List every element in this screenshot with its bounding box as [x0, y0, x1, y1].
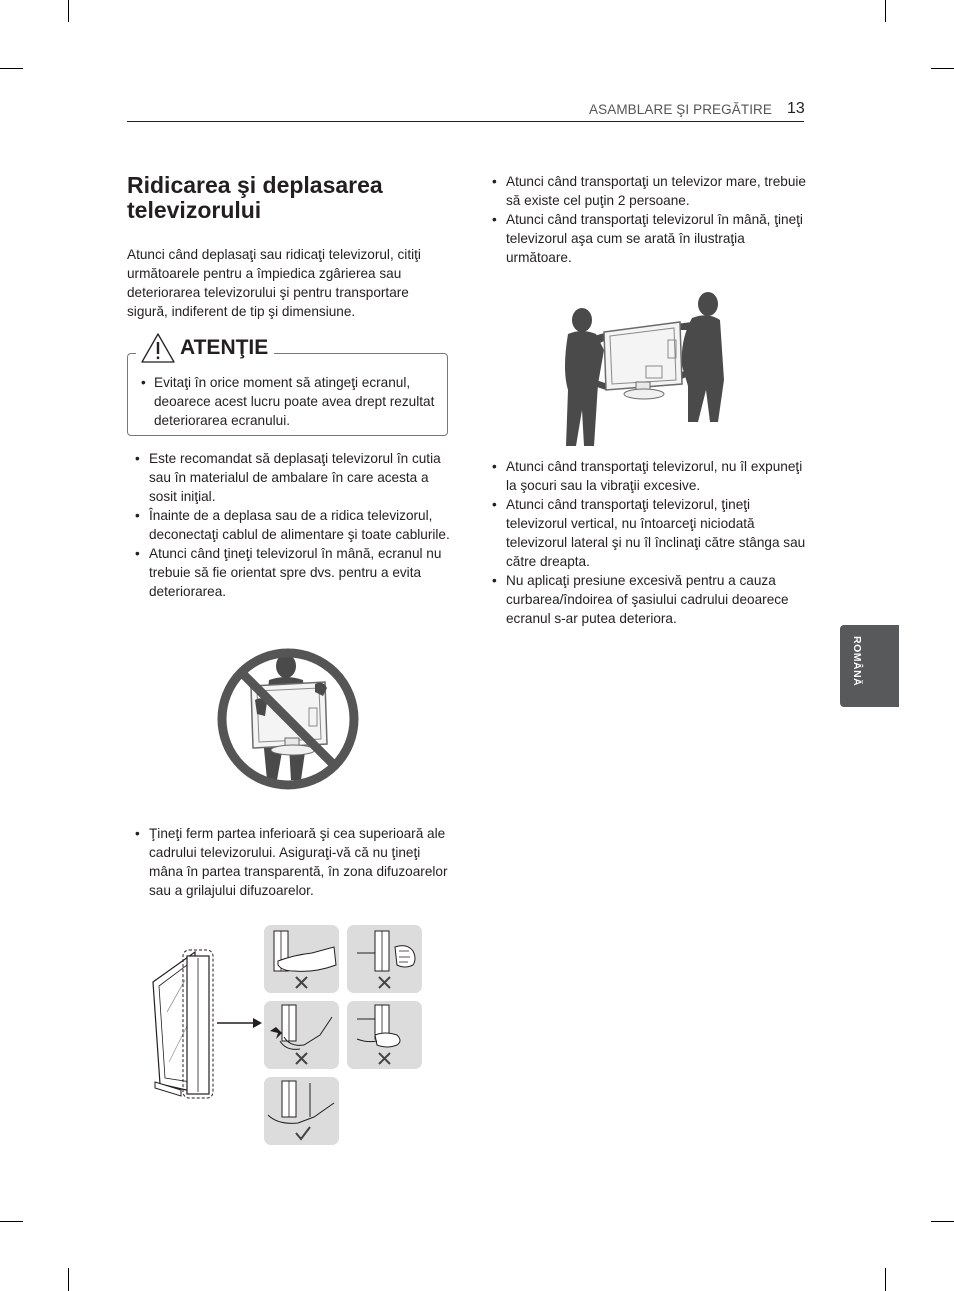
- crop-mark: [68, 0, 69, 22]
- caution-list: [128, 373, 443, 430]
- left-bullet-list-2: [127, 824, 452, 900]
- right-bullet-list: [484, 172, 809, 267]
- caution-heading: [136, 330, 274, 366]
- section-title: Ridicarea şi deplasarea televizorului: [127, 172, 383, 223]
- list-item: • Ţineţi ferm partea inferioară şi cea superioară ale cadrului televizorului. Asiguraţi-vă că nu ţineţi mâna în partea transparentă, în zona difuzoarelor sau a grilajului difuzoarelor.: [127, 824, 452, 900]
- list-item: • Atunci când transportaţi televizorul, ţineţi televizorul vertical, nu întoarceţi niciodată televizorul lateral şi nu îl înclinaţi către stânga sau către dreapta.: [484, 495, 809, 571]
- crop-mark: [885, 1268, 886, 1291]
- crop-mark: [931, 1221, 954, 1222]
- list-item: • Este recomandat să deplasaţi televizorul în cutia sau în materialul de ambalare în care acesta a sosit iniţial.: [127, 449, 452, 506]
- crop-mark: [0, 1221, 23, 1222]
- list-item: • Înainte de a deplasa sau de a ridica televizorul, deconectaţi cablul de alimentare şi toate cablurile.: [127, 506, 452, 544]
- page-number: 13: [787, 100, 805, 117]
- grip-panel-wrong-3: [264, 1001, 339, 1069]
- two-person-carry-figure: [564, 290, 724, 446]
- intro-paragraph: Atunci când deplasaţi sau ridicaţi televizorul, citiţi următoarele pentru a împiedica zgârierea sau deteriorarea televizorului şi pentru transportare sigură, indiferent de tip şi dimensiune.: [127, 247, 421, 319]
- left-bullet-list: [127, 449, 452, 601]
- crop-mark: [0, 68, 23, 69]
- grip-panel-wrong-4: [347, 1001, 422, 1069]
- prohibition-figure: [215, 646, 361, 792]
- list-item: • Atunci când transportaţi televizorul, nu îl expuneţi la şocuri sau la vibraţii excesive.: [484, 457, 809, 495]
- crop-mark: [931, 68, 954, 69]
- list-item: • Atunci când transportaţi televizorul în mână, ţineţi televizorul aşa cum se arată în ilustraţia următoare.: [484, 210, 809, 267]
- header-rule: [127, 121, 804, 122]
- caution-label: ATENŢIE: [180, 336, 269, 359]
- tv-side-view: [153, 950, 213, 1098]
- right-bullet-list-2: [484, 457, 809, 628]
- grip-panel-wrong-2: [347, 925, 422, 993]
- language-tab-label: ROMÂNĂ: [851, 636, 863, 687]
- grip-panel-correct: [264, 1077, 339, 1145]
- list-item: • Atunci când transportaţi un televizor mare, trebuie să existe cel puţin 2 persoane.: [484, 172, 809, 210]
- list-item: • Atunci când ţineţi televizorul în mână, ecranul nu trebuie să fie orientat spre dvs. pentru a evita deteriorarea.: [127, 544, 452, 601]
- crop-mark: [68, 1268, 69, 1291]
- running-header: ASAMBLARE ŞI PREGĂTIRE: [589, 102, 772, 117]
- list-item: • Nu aplicaţi presiune excesivă pentru a cauza curbarea/îndoirea of şasiului cadrului deoarece ecranul s-ar putea deteriora.: [484, 571, 809, 628]
- warning-triangle-icon: [140, 332, 176, 364]
- grip-diagram: [145, 922, 435, 1147]
- arrow-right-icon: [217, 1018, 262, 1028]
- caution-item: • Evitaţi în orice moment să atingeţi ecranul, deoarece acest lucru poate avea drept rezultat deteriorarea ecranului.: [128, 373, 443, 430]
- grip-panel-wrong-1: [264, 925, 339, 993]
- crop-mark: [885, 0, 886, 22]
